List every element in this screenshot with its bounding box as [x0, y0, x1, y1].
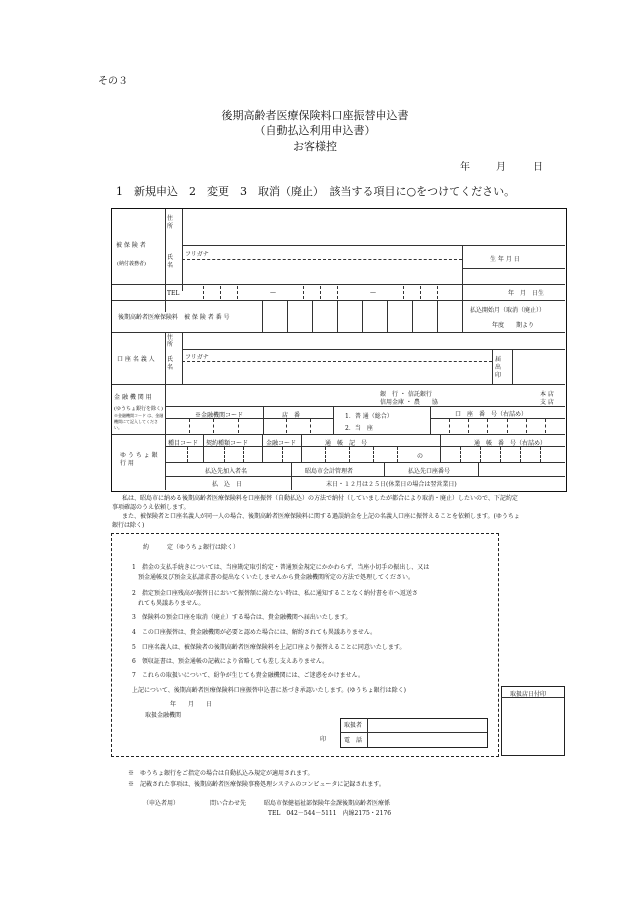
payment-date-label: 払 込 日: [212, 481, 243, 488]
fin-code-label: 金融コード: [266, 440, 297, 447]
holder-name-field[interactable]: [183, 362, 491, 383]
payee-account-label: 払込先口座番号: [408, 468, 451, 475]
agreement-item-2b: れても異議ありません。: [132, 600, 205, 607]
phone-field[interactable]: [368, 733, 485, 745]
insured-address-label: 住 所: [167, 215, 180, 230]
account-holder-label: 口 座 名 義 人: [117, 356, 155, 363]
holder-address-label: 住 所: [167, 334, 180, 348]
birth-date-field[interactable]: 年 月 日生: [508, 290, 545, 297]
insured-name-label: 氏 名: [167, 254, 180, 269]
payment-date: 末日・１２月は２５日(休業日の場合は翌営業日): [326, 481, 457, 488]
bank-type-options-1[interactable]: 銀 行 ・ 信託銀行: [380, 391, 432, 398]
payee-name-label: 払込先加入者名: [205, 468, 248, 475]
holder-furigana-label: フリガナ: [185, 354, 209, 361]
holder-name-label: 氏 名: [167, 356, 180, 371]
contract-code-label: 契約種類コード: [206, 440, 249, 447]
seal-mark: 印: [320, 736, 327, 743]
agreement-item-1b: 預金通帳及び預金支払請求書の提出なくいたしませんから貴金融機関所定の方法で処理してください。: [132, 574, 415, 581]
handler-field[interactable]: [368, 719, 485, 731]
bank-name-field[interactable]: [166, 385, 376, 405]
start-month-label: 払込開始月（取消（廃止））: [470, 307, 546, 314]
agreement-item-7: 7 これらの取扱いについて、紛争が生じても貴金融機関には、ご迷惑をかけません。: [132, 672, 364, 679]
registered-seal-field[interactable]: [513, 350, 564, 383]
store-number-label: 店 番: [282, 412, 301, 419]
birth-date-label: 生 年 月 日: [490, 256, 520, 263]
passbook-symbol-label: 通 帳 記 号: [325, 440, 368, 447]
account-number-label: 口 座 番 号（右詰め）: [455, 411, 528, 418]
agreement-item-1a: 1 指金の支払手続きについては、当座勘定取引約定・普通預金規定にかかわらず、当座小切手の振出し、又は: [132, 564, 430, 571]
agreement-item-6: 6 領収証書は、預金通帳の記載により省略しても差し支えありません。: [132, 658, 329, 665]
statement-line-2: 事項確認のうえ依頼します。: [112, 504, 190, 511]
note-yucho: ※ ゆうちょ銀行をご指定の場合は自動払込み規定が適用されます。: [128, 770, 314, 777]
agreement-item-3: 3 保険料の預金口座を取消（廃止）する場合は、貴金融機関へ届出いたします。: [132, 614, 352, 621]
handler-label: 取扱者: [344, 722, 363, 729]
applicant-copy-label: （申込者用）: [143, 800, 180, 807]
branch-stamp-label: 取扱店日付印: [510, 691, 547, 698]
approval-statement: 上記について、後期高齢者医療保険料口座振替申込書に基づき承認いたします。(ゆうちょ銀行は除く): [132, 687, 406, 694]
start-month-field[interactable]: 年度 期より: [492, 322, 535, 329]
kind-code-label: 種目コード: [168, 440, 199, 447]
bank-section-label: 金 融 機 関 用: [114, 394, 152, 401]
statement-line-4: 銀行は除く): [112, 522, 145, 529]
insured-furigana-label: フリガナ: [185, 251, 209, 258]
holder-address-field[interactable]: [183, 333, 563, 348]
payee-name: 昭島市会計管理者: [305, 468, 354, 475]
statement-line-1: 私は、昭島市に納める後期高齢者医療保険料を口座振替（自動払込）の方法で納付（していましたが都合により取消・廃止）したいので、下記約定: [122, 495, 518, 502]
page-subtitle: （自動払込利用申込書）: [254, 124, 376, 137]
head-office-option[interactable]: 本 店: [540, 391, 554, 398]
no-mark: の: [417, 453, 424, 460]
agreement-item-5: 5 口座名義人は、被保険者の後期高齢者医療保険料を上記口座より振替えることに同意いたします。: [132, 644, 406, 651]
application-type-options[interactable]: 1 新規申込 2 変更 3 取消（廃止） 該当する項目に○をつけてください。: [116, 185, 516, 198]
yucho-section-label: ゆ う ち ょ 銀 行 用: [120, 452, 158, 467]
page-title: 後期高齢者医療保険料口座振替申込書: [221, 109, 409, 122]
phone-label: 電 話: [344, 737, 363, 744]
agreement-item-2a: 2 指定預金口座残高が振替日において振替額に満たない時は、私に通知することなく納付書を市へ返送さ: [132, 590, 418, 597]
registered-seal-label: 届出印: [495, 356, 502, 379]
yucho-account-field[interactable]: [166, 447, 564, 461]
agreement-item-4: 4 この口座振替は、貴金融機関が必要と認めた場合には、解約されても異議ありません。: [132, 629, 377, 636]
contact-department: 昭島市保健福祉部保険年金課後期高齢者医療係: [264, 800, 391, 807]
contact-label: 問い合わせ先: [210, 800, 247, 807]
insured-number-label: 後期高齢者医療保険料 被 保 険 者 番 号: [118, 314, 230, 321]
bank-section-note: (ゆうちょ銀行を除く): [114, 406, 163, 412]
financial-institution-label: 取扱金融機関: [145, 712, 182, 719]
account-number-field[interactable]: [431, 419, 564, 433]
document-label: その３: [98, 76, 128, 87]
insured-address-field[interactable]: [183, 210, 563, 244]
statement-line-3: また、被保険者と口座名義人が同一人の場合、後期高齢者医療保険料に関する過誤納金を上記の名義人口座に振替えることを依頼します。(ゆうちょ: [122, 513, 520, 520]
payer-label: (納付義務者): [117, 261, 146, 267]
branch-option[interactable]: 支 店: [540, 399, 554, 406]
bank-type-options-2[interactable]: 信用金庫 ・ 農 協: [380, 399, 438, 406]
customer-copy-label: お客様控: [293, 140, 337, 153]
bank-code-label: ※金融機関コード: [195, 412, 244, 419]
approval-date[interactable]: 年 月 日: [170, 701, 213, 708]
account-type-ordinary[interactable]: 1．普 通（総合）: [345, 413, 393, 420]
date-month: 月: [496, 162, 506, 173]
insured-label: 被 保 険 者: [116, 242, 146, 249]
contact-phone: TEL 042－544－5111 内線2175・2176: [268, 810, 392, 817]
bank-code-note: ※金融機関コード は、金融機関にて記入してください。: [114, 413, 164, 430]
insured-name-field[interactable]: [183, 260, 461, 283]
date-year: 年: [460, 162, 470, 173]
tel-label: TEL: [167, 290, 180, 297]
note-records: ※ 記載された事項は、後期高齢者医療保険事務処理システムのコンピュータに記録されます。: [128, 781, 385, 788]
agreement-heading: 約 定（ゆうちょ銀行は除く）: [143, 544, 240, 551]
passbook-number-label: 通 帳 番 号（右詰め）: [474, 440, 547, 447]
account-type-current[interactable]: 2．当 座: [345, 425, 373, 432]
insured-number-field[interactable]: [263, 301, 461, 331]
date-day: 日: [533, 162, 543, 173]
